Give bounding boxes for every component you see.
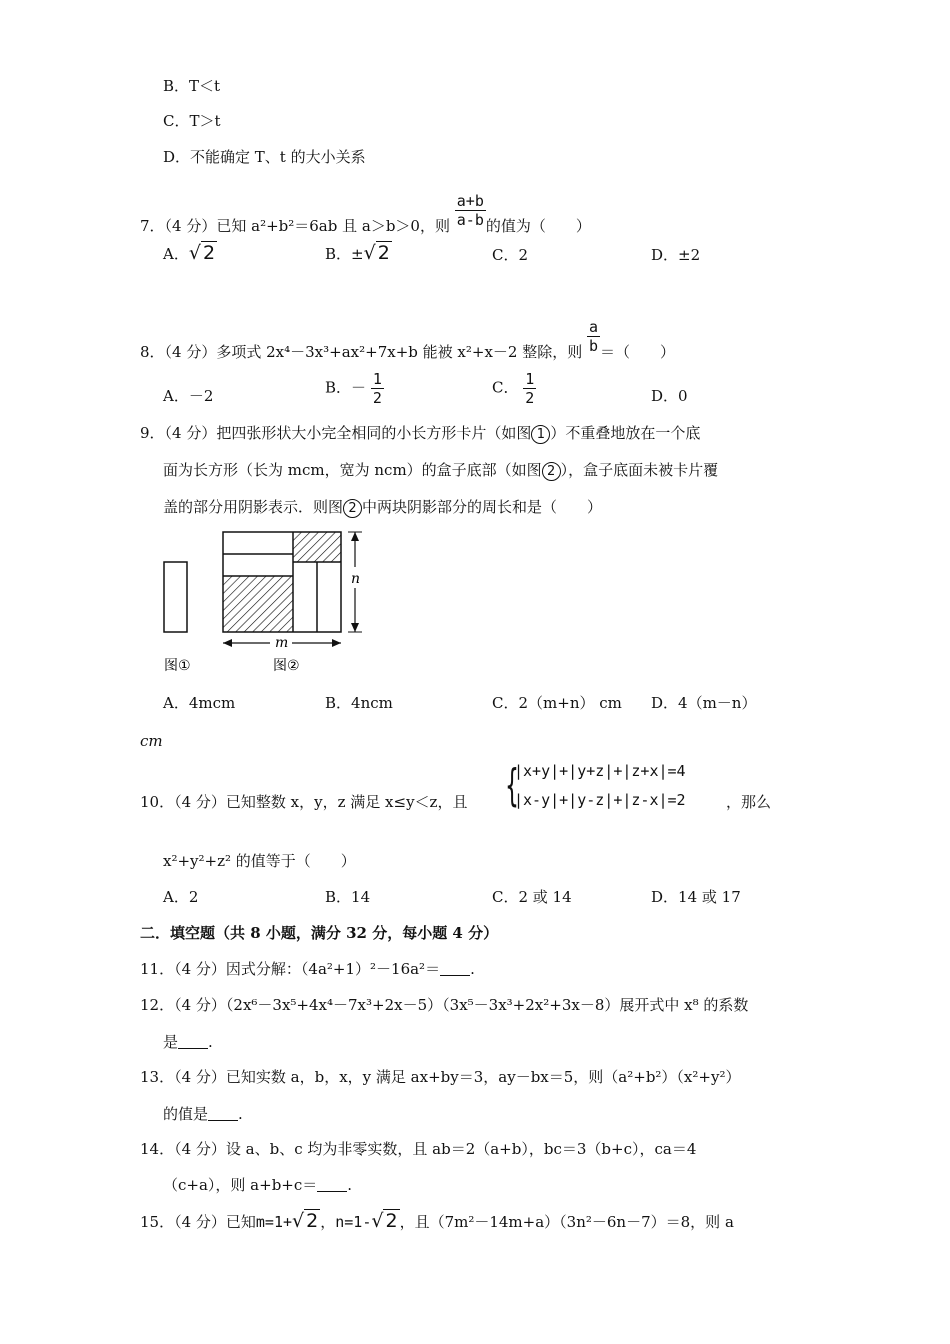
q12-line-1: 12．（4 分）（2x⁶－3x⁵+4x⁴－7x³+2x－5）（3x⁵－3x³+2x²+3x－8）展开式中 x⁸ 的系数 <box>140 996 749 1014</box>
q7-stem: 7．（4 分）已知 a²+b²＝6ab 且 a＞b＞0，则 $\frac{a+b}{a-b}$ 的值为（ ） <box>140 192 591 235</box>
answer-blank <box>317 1177 347 1192</box>
q9-option-b: B．4ncm <box>325 694 393 712</box>
q9-option-c: C．2（m+n） cm <box>492 694 622 712</box>
q13-line-1: 13．（4 分）已知实数 a，b，x，y 满足 ax+by＝3，ay－bx＝5，则（a²+b²）（x²+y²） <box>140 1068 741 1086</box>
q7-fraction: $\frac{a+b}{a-b}$ <box>456 192 484 229</box>
q13-line-2: 的值是 . <box>163 1105 243 1123</box>
q15-line-1: 15．（4 分）已知m=1+√ 2 ，n=1-√ 2 ，且（7m²－14m+a）（3n²－6n－7）＝8，则 a <box>140 1210 734 1232</box>
q6-option-c: C．T＞t <box>163 112 221 130</box>
q7-option-d: D．±2 <box>651 246 701 264</box>
q8-option-c: C． $\frac{1}{2}$ <box>492 370 535 407</box>
q10-option-b: B．14 <box>325 888 371 906</box>
q8-option-b-fraction: $\frac{1}{2}$ <box>372 370 382 407</box>
sqrt-symbol: √ 2 <box>188 242 216 264</box>
fig-label-n: n <box>351 571 361 587</box>
q9-line-1: 9．（4 分）把四张形状大小完全相同的小长方形卡片（如图 1 ）不重叠地放在一个底 <box>140 424 701 442</box>
q7-option-b: B．±√ 2 <box>325 242 390 264</box>
sqrt-symbol: √ 2 <box>363 242 390 264</box>
q10-stem-tail: ，那么 <box>726 793 772 811</box>
q10-option-d: D．14 或 17 <box>651 888 741 906</box>
q12-line-2: 是 . <box>163 1033 213 1051</box>
q8-option-a: A．－2 <box>163 387 214 405</box>
fig2-caption: 图② <box>273 658 300 674</box>
q6-option-d: D．不能确定 T、t 的大小关系 <box>163 148 366 166</box>
q10-stem: 10．（4 分）已知整数 x，y，z 满足 x≤y＜z，且 <box>140 793 468 811</box>
q10-line-2: x²+y²+z² 的值等于（ ） <box>163 852 356 870</box>
answer-blank <box>208 1106 238 1121</box>
q9-line-2: 面为长方形（长为 mcm，宽为 ncm）的盒子底部（如图 2 ），盒子底面未被卡片覆 <box>163 461 719 479</box>
q10-brace: { <box>505 760 519 811</box>
q8-option-d: D．0 <box>651 387 688 405</box>
answer-blank <box>178 1034 208 1049</box>
circled-number: 1 <box>531 425 550 444</box>
answer-blank <box>440 961 470 976</box>
fig2-shaded-bottom-left <box>223 576 293 632</box>
q9-option-d-unit: cm <box>140 732 163 750</box>
q10-option-c: C．2 或 14 <box>492 888 572 906</box>
fig1-card <box>164 562 187 632</box>
q9-option-d: D．4（m－n） <box>651 694 757 712</box>
q8-fraction: $\frac{a}{b}$ <box>589 318 599 355</box>
q9-line-3: 盖的部分用阴影表示．则图 2 中两块阴影部分的周长和是（ ） <box>163 498 603 516</box>
sqrt-symbol: √ 2 <box>292 1210 319 1232</box>
q8-option-c-fraction: $\frac{1}{2}$ <box>525 370 535 407</box>
q8-option-b: B．－ $\frac{1}{2}$ <box>325 370 382 407</box>
q10-option-a: A．2 <box>163 888 199 906</box>
q9-option-a: A．4mcm <box>163 694 236 712</box>
q11: 11．（4 分）因式分解：（4a²+1）²－16a²＝ . <box>140 960 475 978</box>
q8-stem: 8．（4 分）多项式 2x⁴－3x³+ax²+7x+b 能被 x²+x－2 整除，则 $\frac{a}{b}$ ＝（ ） <box>140 318 676 361</box>
q7-option-c: C．2 <box>492 246 529 264</box>
circled-number: 2 <box>542 462 561 481</box>
q14-line-1: 14．（4 分）设 a、b、c 均为非零实数，且 ab＝2（a+b），bc＝3（b+c），ca＝4 <box>140 1140 697 1158</box>
circled-number: 2 <box>343 499 362 518</box>
q10-equation-1: |x+y|+|y+z|+|z+x|=4 <box>514 762 686 780</box>
q9-figure <box>150 522 380 682</box>
q6-option-b: B．T＜t <box>163 77 221 95</box>
section-2-title: 二．填空题（共 8 小题，满分 32 分，每小题 4 分） <box>140 924 499 942</box>
sqrt-symbol: √ 2 <box>371 1210 398 1232</box>
fig1-caption: 图① <box>164 658 191 674</box>
fig2-shaded-top-right <box>293 532 341 562</box>
q7-option-a: A．√ 2 <box>163 242 216 264</box>
q10-equation-2: |x-y|+|y-z|+|z-x|=2 <box>514 791 686 809</box>
fig-label-m: m <box>275 635 289 651</box>
q14-line-2: （c+a），则 a+b+c＝ . <box>163 1176 353 1194</box>
